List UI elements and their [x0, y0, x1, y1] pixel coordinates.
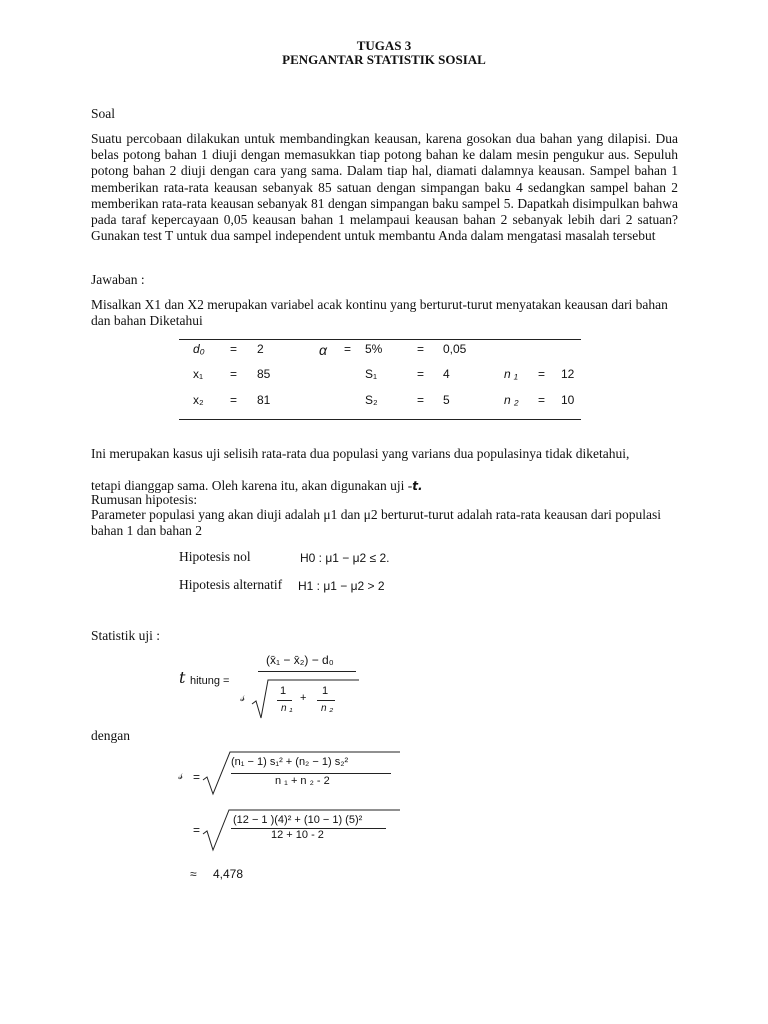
table-cell: x₁ [193, 367, 204, 381]
table-cell: = [230, 393, 238, 407]
table-cell: = [344, 342, 352, 356]
dengan-label: dengan [91, 728, 130, 743]
table-cell: n ₂ [504, 393, 519, 407]
equals-sign: = [193, 823, 201, 837]
page-title: TUGAS 3 [356, 38, 412, 53]
table-cell: = [417, 367, 425, 381]
subst-den: 12 + 10 - 2 [271, 829, 324, 841]
known-values-table [179, 340, 581, 418]
analysis-line1: Ini merupakan kasus uji selisih rata-rata dua populasi yang varians dua populasinya tidak diketahui, [91, 446, 630, 461]
pooled-sd-substitution [178, 806, 408, 854]
frac1-den: n ₁ [281, 703, 293, 714]
table-cell: 0,05 [443, 342, 467, 356]
table-cell: = [230, 367, 238, 381]
t-fraction-bar [258, 671, 356, 672]
table-cell: = [538, 393, 546, 407]
alt-hypothesis-label: Hipotesis alternatif [179, 577, 283, 592]
sp-symbol: 𝓈 [240, 690, 245, 705]
frac2-num: 1 [322, 685, 329, 697]
t-statistic-formula [178, 650, 378, 722]
pooled-sd-formula [178, 748, 408, 796]
table-bottom-rule [179, 419, 581, 420]
null-hypothesis-expr: H0 : μ1 − μ2 ≤ 2. [300, 551, 390, 565]
table-cell: α [319, 342, 327, 358]
null-hypothesis-label: Hipotesis nol [179, 549, 251, 564]
table-cell: x₂ [193, 393, 204, 407]
table-cell: 4 [443, 367, 450, 381]
subst-num: (12 − 1 )(4)² + (10 − 1) (5)² [233, 814, 363, 826]
table-cell: 85 [257, 367, 271, 381]
pooled-formula-den: n ₁ + n ₂ - 2 [275, 775, 330, 787]
frac1-num: 1 [280, 685, 287, 697]
frac2-bar [317, 700, 335, 701]
equals-sign: = [193, 770, 201, 784]
table-cell: 5 [443, 393, 450, 407]
alt-hypothesis-expr: H1 : μ1 − μ2 > 2 [298, 579, 385, 593]
table-cell: 5% [365, 342, 383, 356]
frac1-bar [277, 700, 292, 701]
pooled-formula-num: (n₁ − 1) s₁² + (n₂ − 1) s₂² [231, 756, 349, 768]
jawaban-label: Jawaban : [91, 272, 145, 287]
table-cell: d₀ [193, 342, 205, 356]
pooled-fraction-bar [231, 773, 391, 774]
table-cell: 81 [257, 393, 271, 407]
table-cell: = [417, 342, 425, 356]
table-cell: 10 [561, 393, 575, 407]
statistic-label: Statistik uji : [91, 628, 161, 643]
analysis-line2-text: tetapi dianggap sama. Oleh karena itu, akan digunakan uji - [91, 478, 413, 493]
table-cell: S₂ [365, 393, 378, 407]
table-cell: = [538, 367, 546, 381]
table-cell: = [230, 342, 238, 356]
soal-text: Suatu percobaan dilakukan untuk membandingkan keausan, karena gosokan dua bahan yang dilapisi. Dua belas potong bahan 1 diuji dengan memasukkan tiap potong bahan ke dalam mesin pengukur aus. Sepuluh potong bahan 2 diuji dengan cara yang sama. Dalam tiap hal, diamati dalamnya keausan. Sampel bahan 1 memberikan rata-rata keausan sebanyak 85 satuan dengan simpangan baku 4 sedangkan sampel bahan 2 memberikan rata-rata keausan sebanyak 81 dengan simpangan baku sampel 5. Dapatkah disimpulkan bahwa pada taraf kepercayaan 0,05 keausan bahan 1 melampaui keausan bahan 2 sebanyak lebih dari 2 satuan? Gunakan test T untuk dua sampel independent untuk membantu Anda dalam mengatasi masalah tersebut [91, 131, 678, 244]
analysis-line4: Parameter populasi yang akan diuji adalah μ1 dan μ2 berturut-turut adalah rata-rata keausan dari populasi bahan 1 dan bahan 2 [91, 507, 662, 539]
table-cell: 12 [561, 367, 575, 381]
plus-sign: + [300, 692, 307, 704]
jawaban-intro: Misalkan X1 dan X2 merupakan variabel acak kontinu yang berturut-turut menyatakan keausan dari bahan dan bahan Diketahui [91, 297, 668, 329]
t-symbol: t. [412, 479, 423, 493]
frac2-den: n ₂ [321, 703, 334, 714]
soal-label: Soal [91, 106, 116, 121]
analysis-line3: Rumusan hipotesis: [91, 492, 198, 507]
table-cell: = [417, 393, 425, 407]
t-symbol: t [179, 668, 186, 687]
table-cell: 2 [257, 342, 264, 356]
table-cell: n ₁ [504, 367, 518, 381]
sp-symbol: 𝓈 [178, 768, 183, 783]
approx-sign: ≈ [190, 867, 197, 881]
table-cell: S₁ [365, 367, 378, 381]
t-numerator: (x̄₁ − x̄₂) − d₀ [266, 653, 334, 667]
page-subtitle: PENGANTAR STATISTIK SOSIAL [282, 52, 486, 67]
t-hitung-label: hitung = [190, 675, 230, 687]
pooled-sd-result: 4,478 [213, 867, 244, 881]
